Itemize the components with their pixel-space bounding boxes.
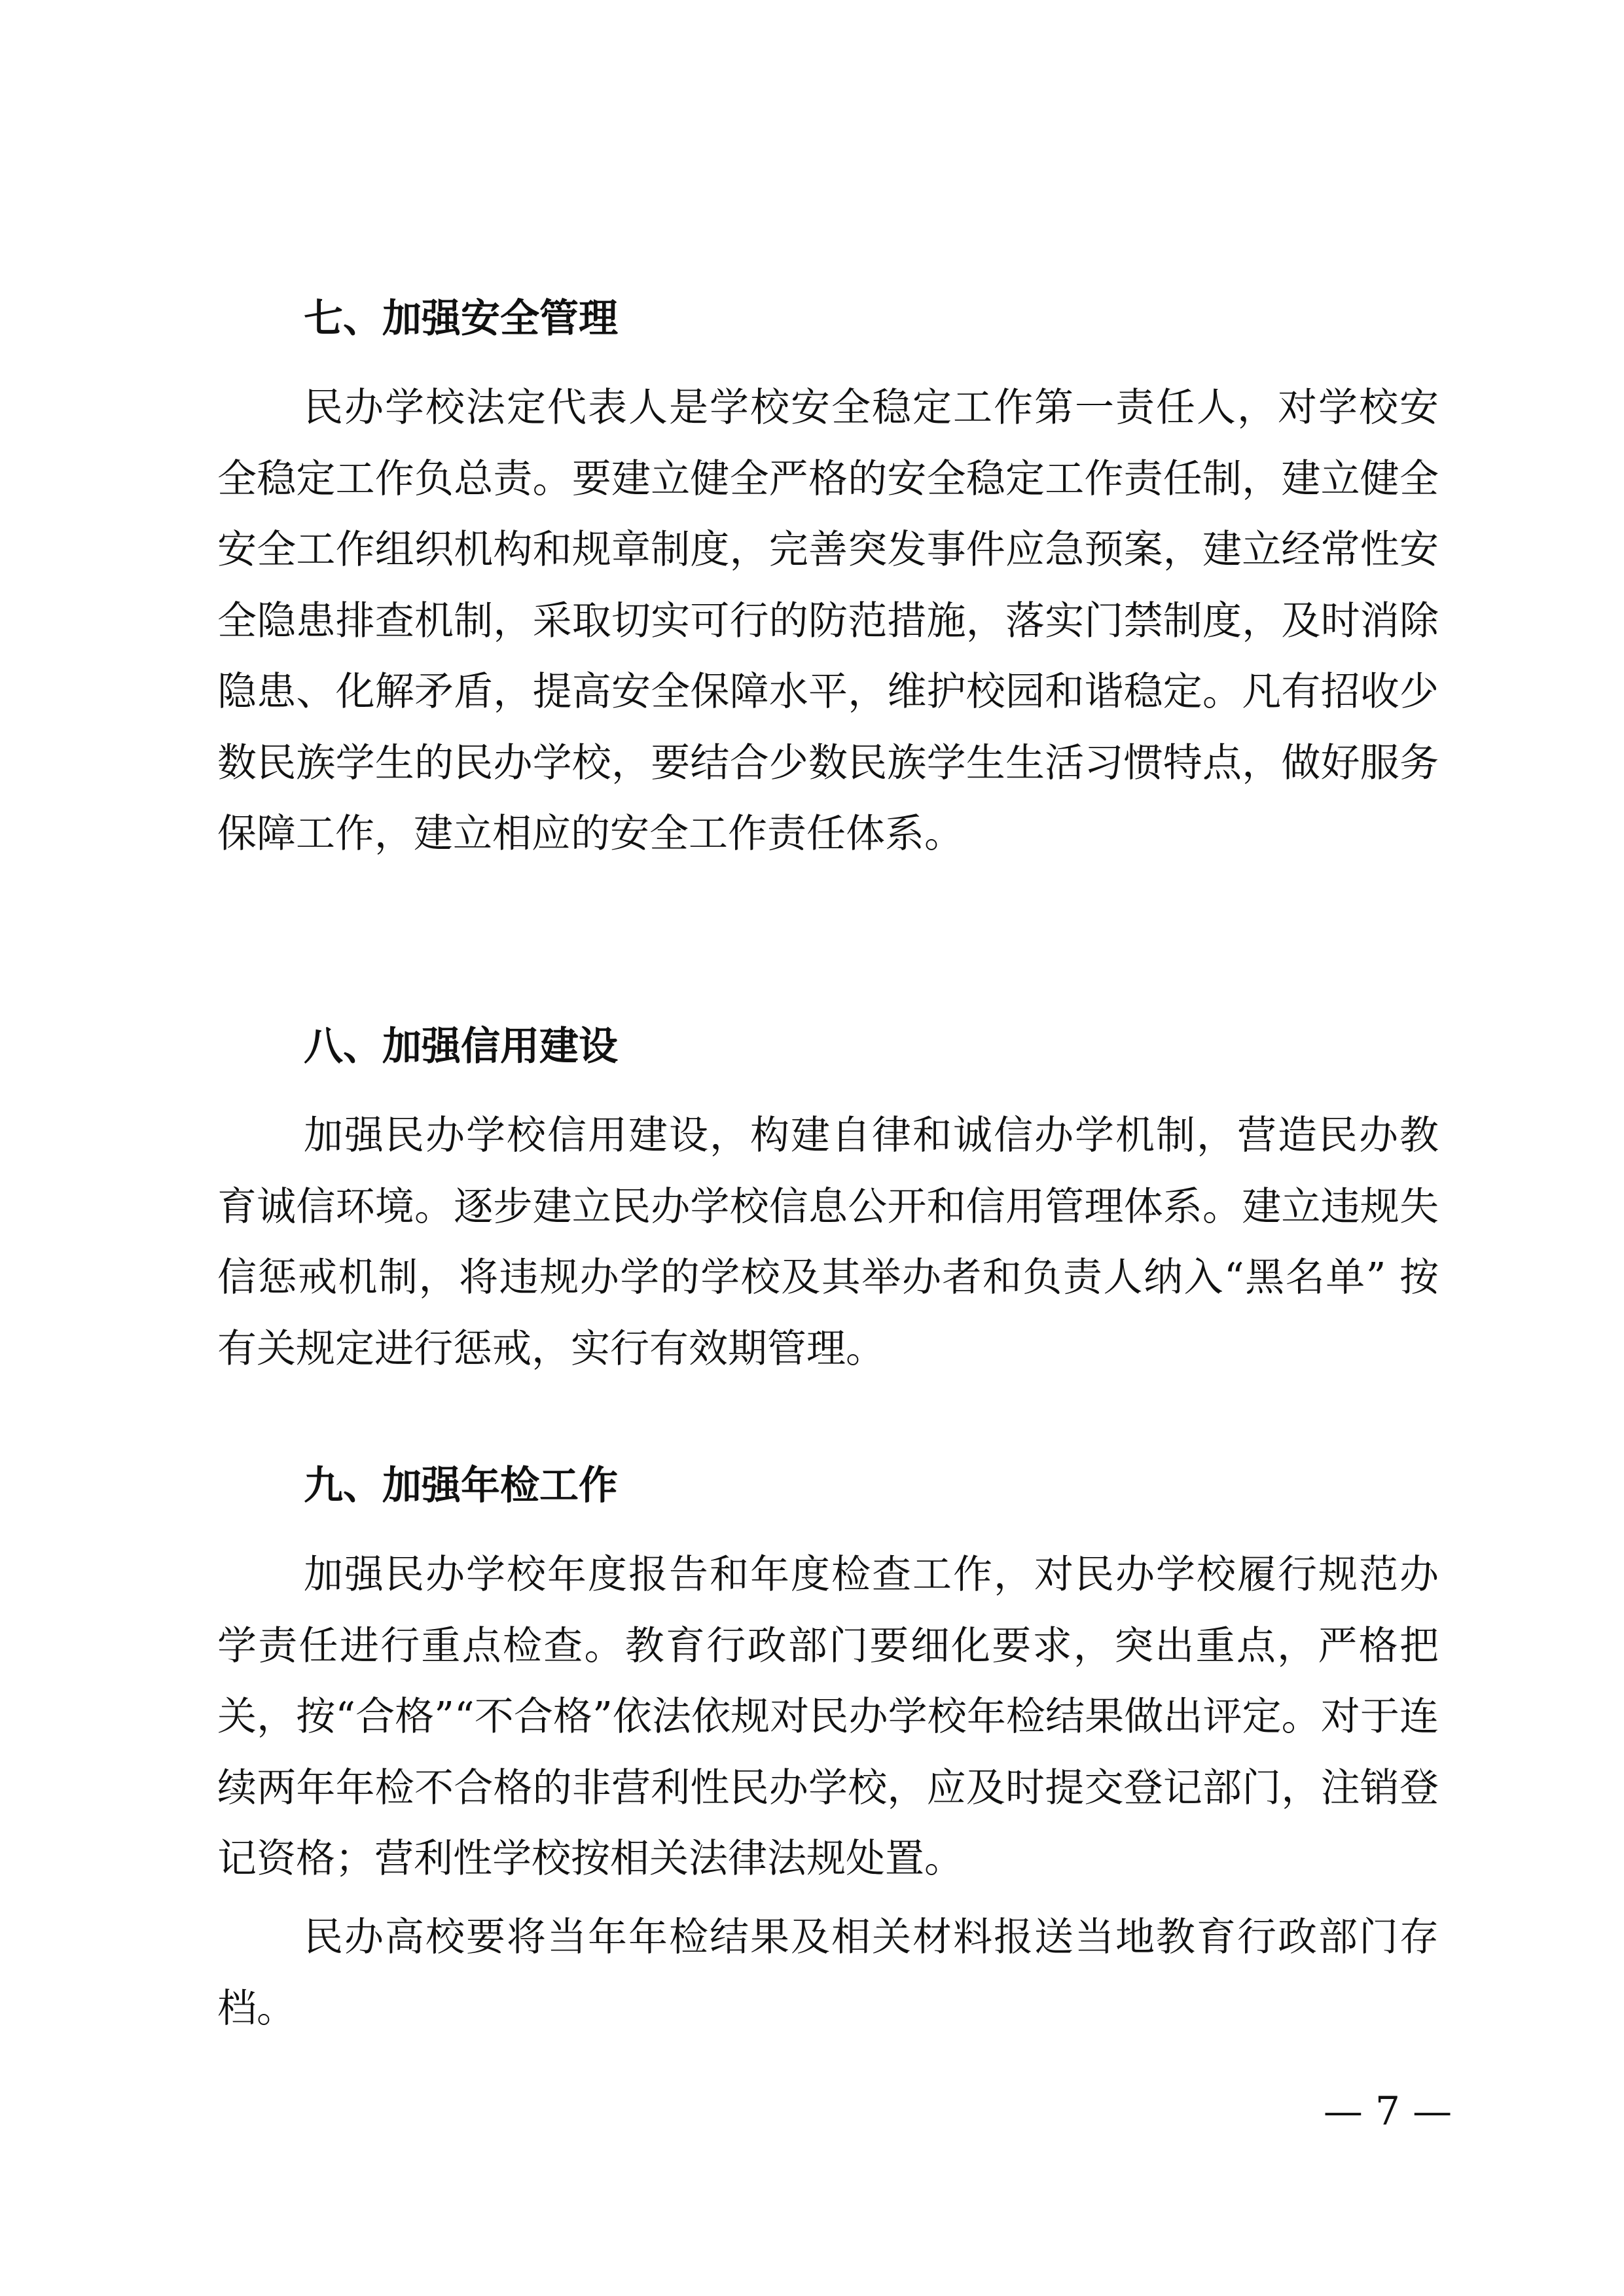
page-number: — 7 — [1323, 2089, 1453, 2134]
section-heading-safety-management: 七、加强安全管理 [304, 296, 618, 342]
paragraph-safety-management: 民办学校法定代表人是学校安全稳定工作第一责任人，对学校安全稳定工作负总责。要建立健全严格的安全稳定工作责任制，建立健全安全工作组织机构和规章制度，完善突发事件应急预案，建立经常性安全隐患排查机制，采取切实可行的防范措施，落实门禁制度，及时消除隐患、化解矛盾，提高安全保障水平，维护校园和谐稳定。凡有招收少数民族学生的民办学校，要结合少数民族学生生活习惯特点，做好服务保障工作，建立相应的安全工作责任体系。 [217, 385, 1439, 857]
section-heading-credit-building: 八、加强信用建设 [304, 1024, 618, 1069]
section-heading-annual-inspection: 九、加强年检工作 [304, 1463, 618, 1509]
paragraph-annual-inspection-archive: 民办高校要将当年年检结果及相关材料报送当地教育行政部门存档。 [217, 1914, 1439, 2032]
paragraph-annual-inspection: 加强民办学校年度报告和年度检查工作，对民办学校履行规范办学责任进行重点检查。教育行政部门要细化要求，突出重点，严格把关，按“合格”“不合格”依法依规对民办学校年检结果做出评定。对于连续两年年检不合格的非营利性民办学校，应及时提交登记部门，注销登记资格；营利性学校按相关法律法规处置。 [217, 1552, 1439, 1882]
paragraph-credit-building: 加强民办学校信用建设，构建自律和诚信办学机制，营造民办教育诚信环境。逐步建立民办学校信息公开和信用管理体系。建立违规失信惩戒机制，将违规办学的学校及其举办者和负责人纳入“黑名单” 按有关规定进行惩戒，实行有效期管理。 [217, 1113, 1439, 1372]
